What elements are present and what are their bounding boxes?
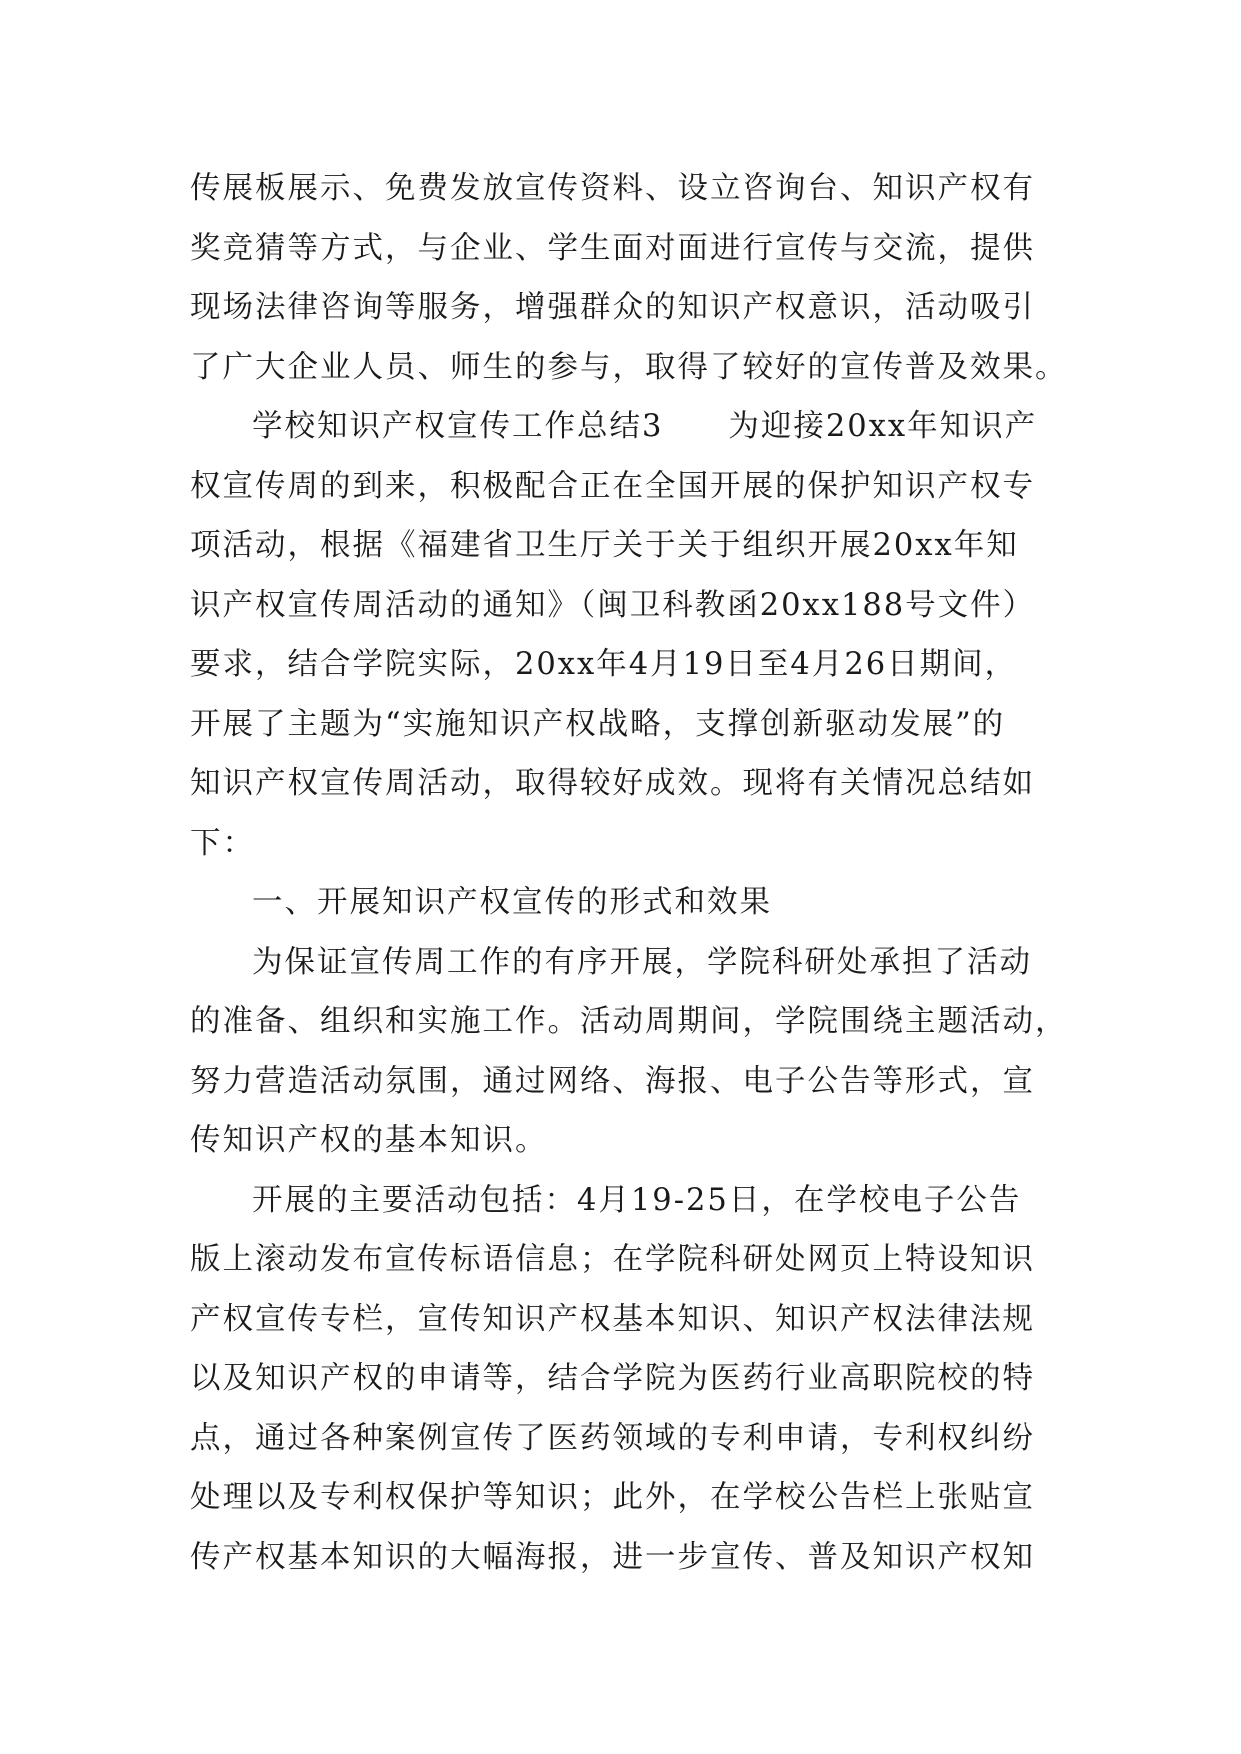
text-line: 以及知识产权的申请等，结合学院为医药行业高职院校的特	[190, 1361, 1035, 1396]
text-line: 项活动，根据《福建省卫生厅关于关于组织开展20xx年知	[190, 528, 1019, 563]
text-line: 要求，结合学院实际，20xx年4月19日至4月26日期间，	[190, 647, 1018, 682]
section-heading-line: 学校知识产权宣传工作总结3 为迎接20xx年知识产	[252, 409, 1038, 444]
text-line: 为保证宣传周工作的有序开展，学院科研处承担了活动	[252, 944, 1032, 980]
text-line: 传知识产权的基本知识。	[190, 1123, 548, 1158]
text-line: 的准备、组织和实施工作。活动周期间，学院围绕主题活动，	[190, 1004, 1068, 1039]
text-line: 版上滚动发布宣传标语信息；在学院科研处网页上特设知识	[190, 1242, 1035, 1277]
text-line: 点，通过各种案例宣传了医药领域的专利申请，专利权纠纷	[190, 1420, 1035, 1456]
text-line: 下：	[190, 825, 255, 861]
text-line: 处理以及专利权保护等知识；此外，在学校公告栏上张贴宣	[190, 1480, 1035, 1515]
text-line: 了广大企业人员、师生的参与，取得了较好的宣传普及效果。	[190, 349, 1068, 385]
text-line: 奖竞猜等方式，与企业、学生面对面进行宣传与交流，提供	[190, 230, 1035, 266]
text-line: 努力营造活动氛围，通过网络、海报、电子公告等形式，宣	[190, 1063, 1035, 1099]
text-line: 识产权宣传周活动的通知》（闽卫科教函20xx188号文件）	[190, 587, 1036, 623]
text-line: 产权宣传专栏，宣传知识产权基本知识、知识产权法律法规	[190, 1301, 1035, 1337]
text-line: 开展了主题为“实施知识产权战略，支撑创新驱动发展”的	[190, 706, 1006, 742]
subsection-heading: 一、开展知识产权宣传的形式和效果	[252, 885, 772, 920]
text-line: 开展的主要活动包括：4月19-25日，在学校电子公告	[252, 1182, 1022, 1218]
text-line: 知识产权宣传周活动，取得较好成效。现将有关情况总结如	[190, 766, 1035, 801]
text-line: 现场法律咨询等服务，增强群众的知识产权意识，活动吸引	[190, 290, 1035, 325]
text-line: 传展板展示、免费发放宣传资料、设立咨询台、知识产权有	[190, 171, 1035, 206]
text-line: 权宣传周的到来，积极配合正在全国开展的保护知识产权专	[190, 468, 1035, 504]
text-line: 传产权基本知识的大幅海报，进一步宣传、普及知识产权知	[190, 1539, 1035, 1575]
body-text	[190, 159, 1068, 1587]
